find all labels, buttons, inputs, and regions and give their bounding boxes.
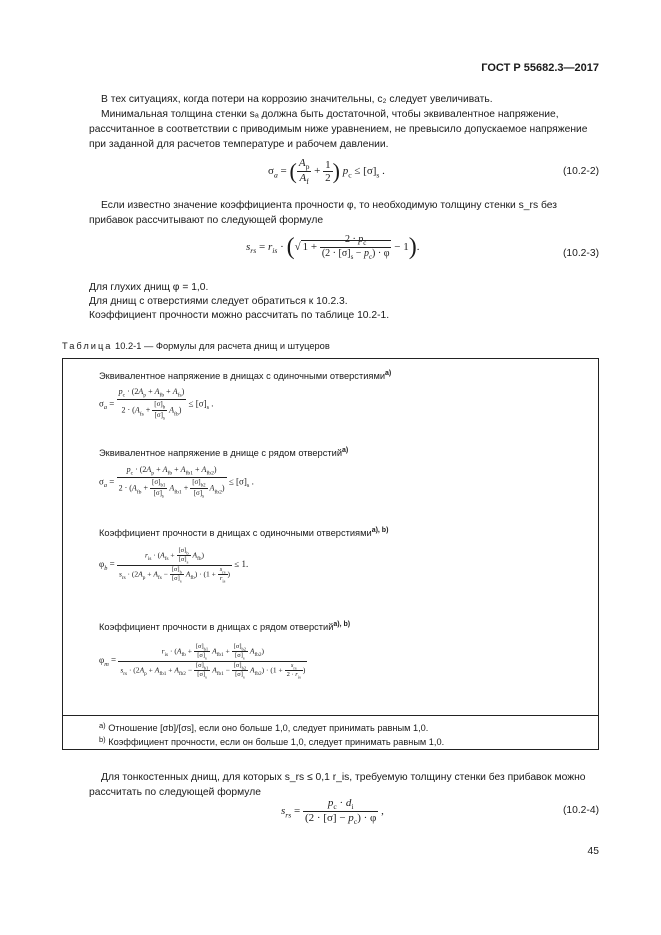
formula-table [62, 358, 599, 750]
paragraph-min-thickness: Минимальная толщина стенки sₐ должна быть достаточной, чтобы эквивалентное напряжение, рассчитанное в соответствии с приводимым ниже уравнением, не превысило допускаемое напряжение при заданной для расчетов температуре и рабочем давлении. [89, 109, 588, 150]
table-note-b: $^{b)}$ Коэффициент прочности, если он больше 1,0, следует принимать равным 1,0. [99, 735, 445, 747]
page-number: 45 [587, 846, 599, 857]
paragraph-table-reference: Коэффициент прочности можно рассчитать по таблице 10.2-1. [89, 310, 390, 321]
table-caption [62, 341, 330, 351]
table-formula-equivalent-stress-row: $\sigma_a$ = $p_c \cdot (2A_p + A_{fb} + A_{fb1} + A_{fb2})$ $2 \cdot (A_{fb}$ + $\frac{[\sigma]_{b1}}{[\sigma]_s}$ $A_{fb1}$ + $\frac{[\sigma]_{b2}}{[\sigma]_s}$ $A_{fb2}$) ≤ $[\sigma]_s$ . [99, 465, 254, 500]
table-row-label: Эквивалентное напряжение в днище с рядом отверстий$^{a)}$ [99, 447, 349, 459]
table-divider [63, 715, 598, 716]
paragraph-heads-with-openings: Для днищ с отверстиями следует обратиться к 10.2.3. [89, 296, 348, 307]
equation-number: (10.2-4) [562, 805, 599, 816]
paragraph-corrosion: В тех ситуациях, когда потери на коррозию значительны, c₂ следует увеличивать. [101, 94, 493, 105]
equation-10-2-4: $s_{rs}$ = $\frac{p_c \cdot d_i}{(2 \cdot [\sigma] - p_c) \cdot \varphi}$ , [281, 797, 384, 827]
table-caption-text: 10.2-1 — Формулы для расчета днищ и штуцеров [115, 341, 330, 351]
table-note-a: $^{a)}$ Отношение [σb]/[σs], если оно больше 1,0, следует принимать равным 1,0. [99, 721, 429, 733]
document-id: ГОСТ Р 55682.3—2017 [481, 62, 599, 74]
equation-number: (10.2-3) [562, 248, 599, 259]
table-caption-prefix: Таблица [62, 341, 113, 351]
table-formula-strength-single: $\varphi_b$ = $r_{is} \cdot (A_{fs}$ + $\frac{[\sigma]_b}{[\sigma]_s}$ $A_{fb}$) $s_{rs} \cdot (2A_p + A_{fs}$ − $\frac{[\sigma]_b}{[\sigma]_s}$ $A_{fb}) \cdot (1$ + $\frac{s_{rs}}{r_{is}}$ ) ≤ 1. [99, 547, 249, 584]
table-row-label: Эквивалентное напряжение в днищах с одиночными отверстиями$^{a)}$ [99, 370, 392, 382]
equation-number: (10.2-2) [562, 166, 599, 177]
equation-10-2-3: $s_{rs} = r_{is}$ · (√ 1 + $\frac{2 \cdot p_c}{(2 \cdot [\sigma]_s - p_c) \cdot \varphi}$ − 1). [246, 234, 420, 261]
paragraph-blind-heads: Для глухих днищ φ = 1,0. [89, 282, 209, 293]
table-row-label: Коэффициент прочности в днищах с одиночными отверстиями$^{a), b)}$ [99, 527, 389, 539]
table-row-label: Коэффициент прочности в днищах с рядом отверстий$^{a), b)}$ [99, 621, 351, 633]
table-formula-strength-row: $\varphi_m$ = $r_{is} \cdot (A_{fb}$ + $\frac{[\sigma]_{b1}}{[\sigma]_s}$ $A_{fb1}$ + $\frac{[\sigma]_{b2}}{[\sigma]_s}$ $A_{fb2}$) $s_{rs} \cdot (2A_p + A_{fb1} + A_{fb2}$ − $\frac{[\sigma]_{b1}}{[\sigma]_s}$ $A_{fb1}$ − $\frac{[\sigma]_{b2}}{[\sigma]_s}$ $A_{fb2}) \cdot (1$ + $\frac{s_{rs}}{2 \cdot r_{is}}$ ) [99, 643, 306, 680]
paragraph-strength-coefficient: Если известно значение коэффициента прочности φ, то необходимую толщину стенки s_rs без прибавок рассчитывают по следующей формуле [89, 200, 557, 226]
table-formula-equivalent-stress-single: $\sigma_a$ = $p_c \cdot (2A_p + A_{fb} + A_{fs})$ $2 \cdot (A_{fs}$ + $\frac{[\sigma]_b}{[\sigma]_s}$ $A_{fb}$) ≤ $[\sigma]_s$ . [99, 387, 214, 422]
equation-10-2-2: $\sigma_a$ = ( $\frac{A_p}{A_f}$ + $\frac{1}{2}$ ) $p_c \le [\sigma]_s$ . [268, 157, 385, 187]
paragraph-thin-walled: Для тонкостенных днищ, для которых s_rs ≤ 0,1 r_is, требуемую толщину стенки без прибавок можно рассчитать по следующей формуле [89, 772, 586, 798]
